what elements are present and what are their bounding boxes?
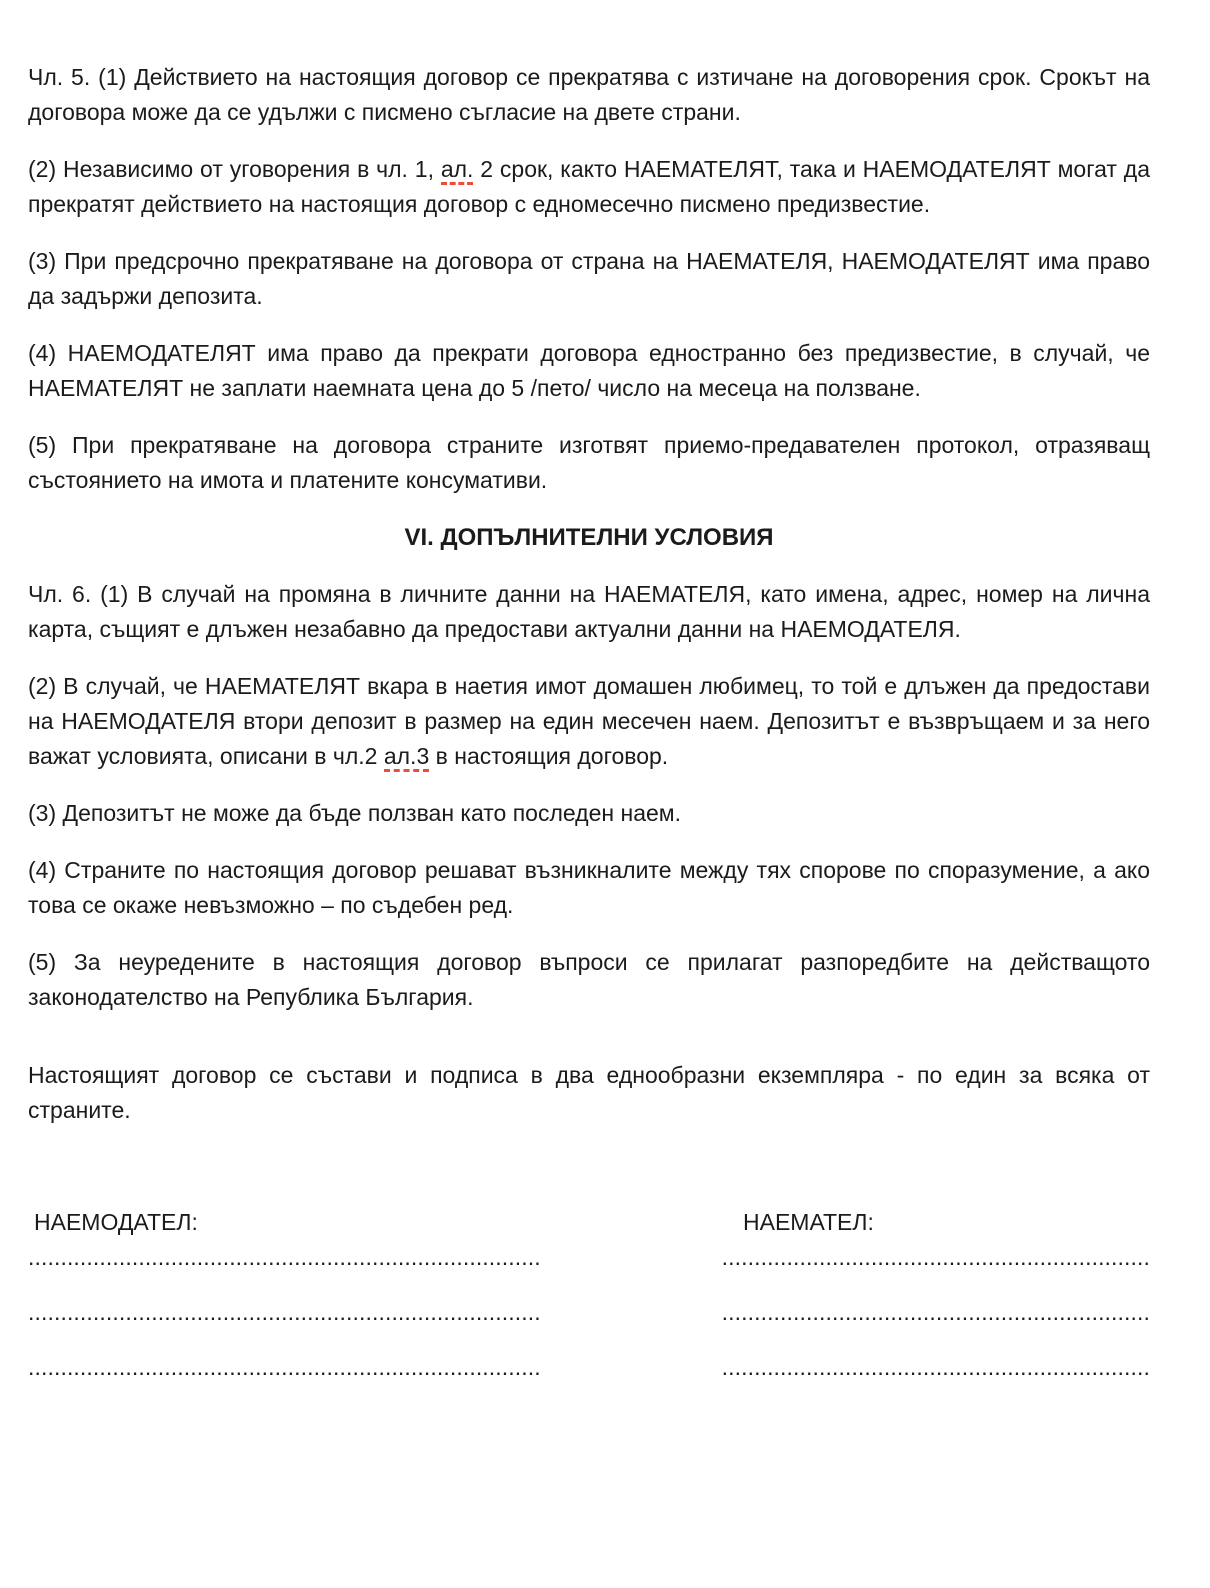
dotted-line: ............................................................................... <box>28 1354 541 1380</box>
landlord-signature-line-2 <box>28 1295 722 1330</box>
clause-6-paragraph-3: (3) Депозитът не може да бъде ползван като последен наем. <box>28 800 681 826</box>
clause-6-paragraph-5: (5) За неуредените в настоящия договор въпроси се прилагат разпоредбите на действащото законодателство на Република България. <box>28 949 1150 1010</box>
tenant-label: НАЕМАТЕЛ: <box>743 1209 874 1235</box>
dotted-line: .................................................................. <box>721 1244 1150 1270</box>
signature-line-row <box>28 1295 1150 1330</box>
signature-line-row <box>28 1240 1150 1275</box>
clause-6-section <box>28 577 1150 1015</box>
clause-6-paragraph-4: (4) Страните по настоящия договор решават възникналите между тях спорове по споразумение, а ако това се окаже невъзможно – по съдебен ред. <box>28 857 1150 918</box>
clause-5-section <box>28 60 1150 498</box>
landlord-label: НАЕМОДАТЕЛ: <box>34 1209 198 1235</box>
dotted-line: ............................................................................... <box>28 1299 541 1325</box>
clause-6-paragraph-1: Чл. 6. (1) В случай на промяна в личните данни на НАЕМАТЕЛЯ, като имена, адрес, номер на лична карта, същият е длъжен незабавно да предостави актуални данни на НАЕМОДАТЕЛЯ. <box>28 581 1150 642</box>
dotted-line: .................................................................. <box>721 1299 1150 1325</box>
contract-document <box>28 60 1150 1385</box>
landlord-signature-line-3 <box>28 1350 722 1385</box>
clause-6-paragraph-2 <box>28 669 1150 774</box>
clause-5-paragraph-1: Чл. 5. (1) Действието на настоящия договор се прекратява с изтичане на договорения срок. Срокът на договора може да се удължи с писмено съгласие на двете страни. <box>28 64 1150 125</box>
tenant-signature-line-3 <box>722 1350 1150 1385</box>
tenant-signature-line-2 <box>722 1295 1150 1330</box>
clause-5-paragraph-5: (5) При прекратяване на договора страните изготвят приемо-предавателен протокол, отразяващ състоянието на имота и платените консумативи. <box>28 432 1150 493</box>
signature-line-row <box>28 1350 1150 1385</box>
clause-text: (2) Независимо от уговорения в чл. 1, <box>28 156 441 182</box>
clause-text: (2) В случай, че НАЕМАТЕЛЯТ вкара в наетия имот домашен любимец, то той е длъжен да предостави на НАЕМОДАТЕЛЯ втори депозит в размер на един месечен наем. Депозитът е възвръщаем и за него важат условията, описани в чл.2 <box>28 673 1150 769</box>
dotted-line: ............................................................................... <box>28 1244 541 1270</box>
additional-terms-heading: VI. ДОПЪЛНИТЕЛНИ УСЛОВИЯ <box>404 524 774 551</box>
closing-statement: Настоящият договор се състави и подписа в два еднообразни екземпляра - по един за всяка от страните. <box>28 1062 1150 1123</box>
clause-5-paragraph-4: (4) НАЕМОДАТЕЛЯТ има право да прекрати договора едностранно без предизвестие, в случай, че НАЕМАТЕЛЯТ не заплати наемната цена до 5 /пето/ число на месеца на ползване. <box>28 340 1150 401</box>
landlord-signature-line-1 <box>28 1240 722 1275</box>
tenant-signature-line-1 <box>722 1240 1150 1275</box>
clause-5-paragraph-2 <box>28 152 1150 222</box>
clause-text: 2 срок, както НАЕМАТЕЛЯТ, така и НАЕМОДАТЕЛЯТ могат да прекратят действието на настоящия договор с едномесечно писмено предизвестие. <box>28 156 1150 217</box>
spellcheck-flagged-word[interactable]: ал.3 <box>384 743 429 772</box>
spellcheck-flagged-word[interactable]: ал. <box>441 156 474 185</box>
dotted-line: .................................................................. <box>721 1354 1150 1380</box>
signature-labels-row <box>28 1205 1150 1240</box>
clause-text: в настоящия договор. <box>429 743 669 769</box>
clause-5-paragraph-3: (3) При предсрочно прекратяване на договора от страна на НАЕМАТЕЛЯ, НАЕМОДАТЕЛЯТ има право да задържи депозита. <box>28 248 1150 309</box>
